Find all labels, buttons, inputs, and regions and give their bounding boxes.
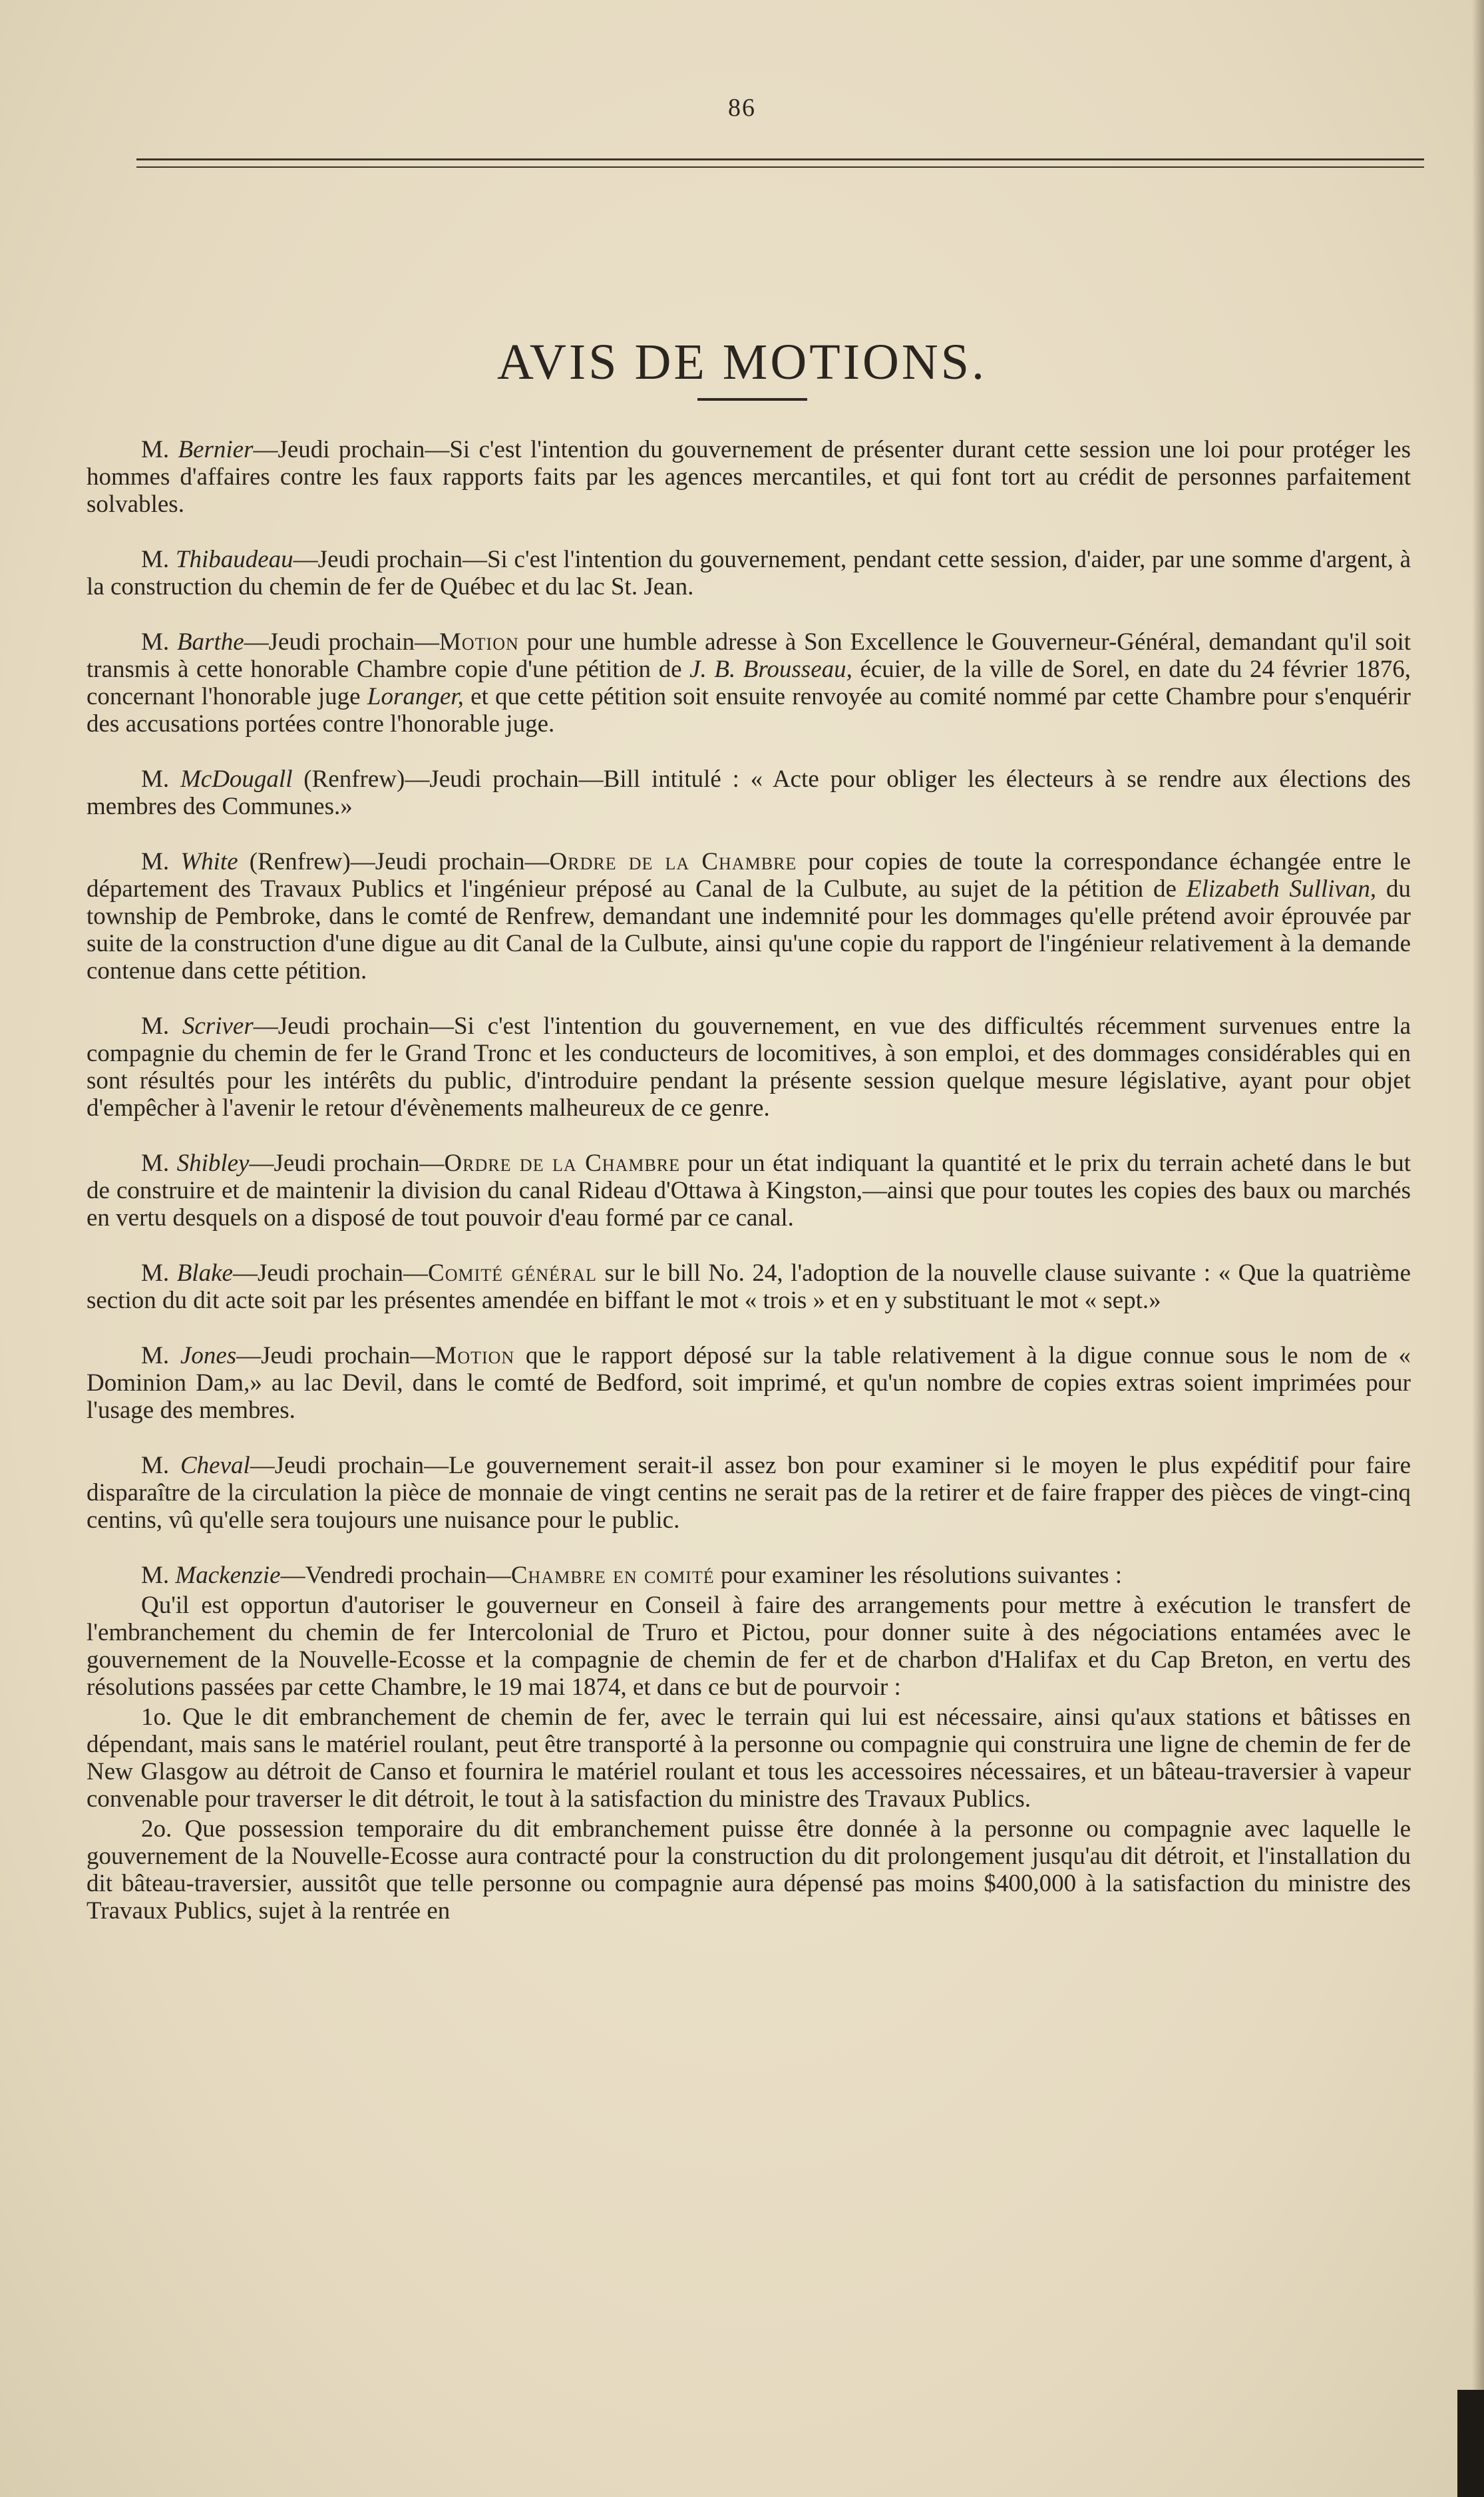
page-edge-shadow (1472, 0, 1484, 2497)
motion-thibaudeau: M. Thibaudeau—Jeudi prochain—Si c'est l'intention du gouvernement, pendant cette session, d'aider, par une somme d'argent, à la construction du chemin de fer de Québec et du lac St. Jean. (87, 546, 1411, 600)
member-name: Shibley (176, 1150, 250, 1177)
motion-scriver: M. Scriver—Jeudi prochain—Si c'est l'intention du gouvernement, en vue des difficultés récemment survenues entre la compagnie du chemin de fer le Grand Tronc et les conducteurs de locomitives, à son emploi, et des dommages considérables qui en sont résultés pour les intérêts du public, d'introduire pendant la présente session quelque mesure législative, ayant pour objet d'empêcher à l'avenir le retour d'évènements malheureux de ce genre. (87, 1013, 1411, 1122)
member-name: Thibaudeau (175, 546, 293, 573)
motion-text: du township de Pembroke, dans le comté de Renfrew, demandant une indemnité pour les dommages qu'elle prétend avoir éprouvée par suite de la construction d'une digue au dit Canal de la Culbute, ainsi qu'une copie du rapport de l'ingénieur relativement à la demande contenue dans cette pétition. (87, 875, 1411, 985)
motion-type: Motion (435, 1342, 515, 1369)
motion-type: Comité général (428, 1259, 597, 1287)
motion-text: —Jeudi prochain—Si c'est l'intention du gouvernement, pendant cette session, d'aider, par une somme d'argent, à la construction du chemin de fer de Québec et du lac St. Jean. (87, 546, 1411, 600)
header-double-rule (136, 158, 1424, 168)
motion-jones: M. Jones—Jeudi prochain—Motion que le rapport déposé sur la table relativement à la digue connue sous le nom de « Dominion Dam,» au lac Devil, dans le comté de Bedford, soit imprimé, et qu'un nombre de copies extras soient imprimées pour l'usage des membres. (87, 1342, 1411, 1424)
person-name: Loranger, (367, 683, 464, 710)
motion-type: Motion (439, 628, 519, 656)
motion-text: sur le bill No. 24, l'adoption de la nouvelle clause suivante : « Que la quatrième section du dit acte soit par les présentes amendée en biffant le mot « trois » et en y substituant le mot « sept.» (87, 1259, 1411, 1314)
motion-mcdougall: M. McDougall (Renfrew)—Jeudi prochain—Bill intitulé : « Acte pour obliger les électeurs à se rendre aux élections des membres des Communes.» (87, 766, 1411, 820)
motion-text: —Jeudi prochain—Si c'est l'intention du gouvernement, en vue des difficultés récemment survenues entre la compagnie du chemin de fer le Grand Tronc et les conducteurs de locomitives, à son emploi, et des dommages considérables qui en sont résultés pour les intérêts du public, d'introduire pendant la présente session quelque mesure législative, ayant pour objet d'empêcher à l'avenir le retour d'évènements malheureux de ce genre. (87, 1013, 1411, 1122)
person-name: J. B. Brousseau, (689, 656, 852, 683)
motion-text: —Vendredi prochain— (280, 1562, 511, 1589)
member-name: Jones (180, 1342, 237, 1369)
page-title: AVIS DE MOTIONS. (496, 334, 988, 390)
motion-type: Ordre de la Chambre (444, 1150, 681, 1177)
member-name: Bernier (178, 436, 254, 463)
motion-text: —Jeudi prochain—Si c'est l'intention du gouvernement de présenter durant cette session une loi pour protéger les hommes d'affaires contre les faux rapports faits par les agences mercantiles, et qui font tort au crédit de personnes parfaitement solvables. (87, 436, 1411, 518)
motion-barthe: M. Barthe—Jeudi prochain—Motion pour une humble adresse à Son Excellence le Gouverneur-Général, demandant qu'il soit transmis à cette honorable Chambre copie d'une pétition de J. B. Brousseau, écuier, de la ville de Sorel, en date du 24 février 1876, concernant l'honorable juge Loranger, et que cette pétition soit ensuite renvoyée au comité nommé par cette Chambre pour s'enquérir des accusations portées contre l'honorable juge. (87, 628, 1411, 738)
motion-text: (Renfrew)—Jeudi prochain— (238, 848, 550, 875)
motion-text: —Jeudi prochain— (249, 1150, 445, 1177)
motion-mackenzie: M. Mackenzie—Vendredi prochain—Chambre en comité pour examiner les résolutions suivantes : (141, 1562, 1123, 1589)
motion-text: et que cette pétition soit ensuite renvoyée au comité nommé par cette Chambre pour s'enquérir des accusations portées contre l'honorable juge. (87, 683, 1411, 738)
motion-text: pour copies de toute la correspondance échangée entre le département des Travaux Publics et l'ingénieur préposé au Canal de la Culbute, au sujet de la pétition de (87, 848, 1411, 903)
resolution-2: 2o. Que possession temporaire du dit embranchement puisse être donnée à la personne ou compagnie avec laquelle le gouvernement de la Nouvelle-Ecosse aura contracté pour la construction du dit prolongement jusqu'au dit détroit, et l'installation du dit bâteau-traversier, aussitôt que telle personne ou compagnie aura dépensé pas moins $400,000 à la satisfaction du ministre des Travaux Publics, sujet à la rentrée en (87, 1815, 1411, 1925)
member-name: Scriver (182, 1013, 254, 1040)
motion-text: pour examiner les résolutions suivantes : (714, 1562, 1123, 1589)
motion-blake: M. Blake—Jeudi prochain—Comité général sur le bill No. 24, l'adoption de la nouvelle clause suivante : « Que la quatrième section du dit acte soit par les présentes amendée en biffant le mot « trois » et en y substituant le mot « sept.» (87, 1259, 1411, 1314)
page-number: 86 (728, 94, 756, 122)
motion-text: —Jeudi prochain— (236, 1342, 435, 1369)
motion-text: pour un état indiquant la quantité et le prix du terrain acheté dans le but de construire et de maintenir la division du canal Rideau d'Ottawa à Kingston,—ainsi que pour toutes les copies des baux ou marchés en vertu desquels on a disposé de tout pouvoir d'eau formé par ce canal. (87, 1150, 1411, 1232)
motion-text: que le rapport déposé sur la table relativement à la digue connue sous le nom de « Dominion Dam,» au lac Devil, dans le comté de Bedford, soit imprimé, et qu'un nombre de copies extras soient imprimées pour l'usage des membres. (87, 1342, 1411, 1424)
member-name: Blake (176, 1259, 233, 1287)
motion-text: —Jeudi prochain— (244, 628, 439, 656)
motions-body (87, 436, 1411, 1927)
resolution-1: 1o. Que le dit embranchement de chemin de fer, avec le terrain qui lui est nécessaire, ainsi qu'aux stations et bâtisses en dépendant, mais sans le matériel roulant, peut être transporté à la personne ou compagnie qui construira une ligne de chemin de fer de New Glasgow au détroit de Canso et fournira le matériel roulant et tous les accessoires nécessaires, et un bâteau-traversier à vapeur convenable pour traverser le dit détroit, le tout à la satisfaction du ministre des Travaux Publics. (87, 1703, 1411, 1813)
motion-bernier: M. Bernier—Jeudi prochain—Si c'est l'intention du gouvernement de présenter durant cette session une loi pour protéger les hommes d'affaires contre les faux rapports faits par les agences mercantiles, et qui font tort au crédit de personnes parfaitement solvables. (87, 436, 1411, 518)
person-name: Elizabeth Sullivan, (1186, 875, 1377, 903)
motion-type: Ordre de la Chambre (549, 848, 797, 875)
resolution-preamble: Qu'il est opportun d'autoriser le gouverneur en Conseil à faire des arrangements pour mettre à exécution le transfert de l'embranchement du chemin de fer Intercolonial de Truro et Pictou, pour donner suite à des négociations entamées avec le gouvernement de la Nouvelle-Ecosse et la compagnie de chemin de fer et de charbon d'Halifax et du Cap Breton, en vertu des résolutions passées par cette Chambre, le 19 mai 1874, et dans ce but de pourvoir : (87, 1592, 1411, 1701)
motion-text: écuier, de la ville de Sorel, en date du 24 février 1876, concernant l'honorable juge (87, 656, 1411, 710)
motion-text: —Jeudi prochain— (232, 1259, 429, 1287)
member-name: White (180, 848, 238, 875)
member-name: Cheval (180, 1452, 250, 1479)
motion-text: pour une humble adresse à Son Excellence le Gouverneur-Général, demandant qu'il soit transmis à cette honorable Chambre copie d'une pétition de (87, 628, 1411, 683)
member-name: Barthe (176, 628, 244, 656)
motion-shibley: M. Shibley—Jeudi prochain—Ordre de la Chambre pour un état indiquant la quantité et le prix du terrain acheté dans le but de construire et de maintenir la division du canal Rideau d'Ottawa à Kingston,—ainsi que pour toutes les copies des baux ou marchés en vertu desquels on a disposé de tout pouvoir d'eau formé par ce canal. (87, 1150, 1411, 1232)
member-name: Mackenzie (175, 1562, 281, 1589)
motion-text: (Renfrew)—Jeudi prochain—Bill intitulé : « Acte pour obliger les électeurs à se rendre aux élections des membres des Communes.» (87, 766, 1411, 820)
motion-type: Chambre en comité (510, 1562, 715, 1589)
binding-mark (1457, 2390, 1484, 2497)
motion-cheval: M. Cheval—Jeudi prochain—Le gouvernement serait-il assez bon pour examiner si le moyen le plus expéditif pour faire disparaître de la circulation la pièce de monnaie de vingt centins ne serait pas de la retirer et de faire frapper des pièces de vingt-cinq centins, vû qu'elle sera toujours une nuisance pour le public. (87, 1452, 1411, 1534)
motion-text: —Jeudi prochain—Le gouvernement serait-il assez bon pour examiner si le moyen le plus expéditif pour faire disparaître de la circulation la pièce de monnaie de vingt centins ne serait pas de la retirer et de faire frapper des pièces de vingt-cinq centins, vû qu'elle sera toujours une nuisance pour le public. (87, 1452, 1411, 1534)
motion-white: M. White (Renfrew)—Jeudi prochain—Ordre de la Chambre pour copies de toute la correspondance échangée entre le département des Travaux Publics et l'ingénieur préposé au Canal de la Culbute, au sujet de la pétition de Elizabeth Sullivan, du township de Pembroke, dans le comté de Renfrew, demandant une indemnité pour les dommages qu'elle prétend avoir éprouvée par suite de la construction d'une digue au dit Canal de la Culbute, ainsi qu'une copie du rapport de l'ingénieur relativement à la demande contenue dans cette pétition. (87, 848, 1411, 985)
member-name: McDougall (180, 766, 293, 793)
title-rule (697, 398, 807, 401)
